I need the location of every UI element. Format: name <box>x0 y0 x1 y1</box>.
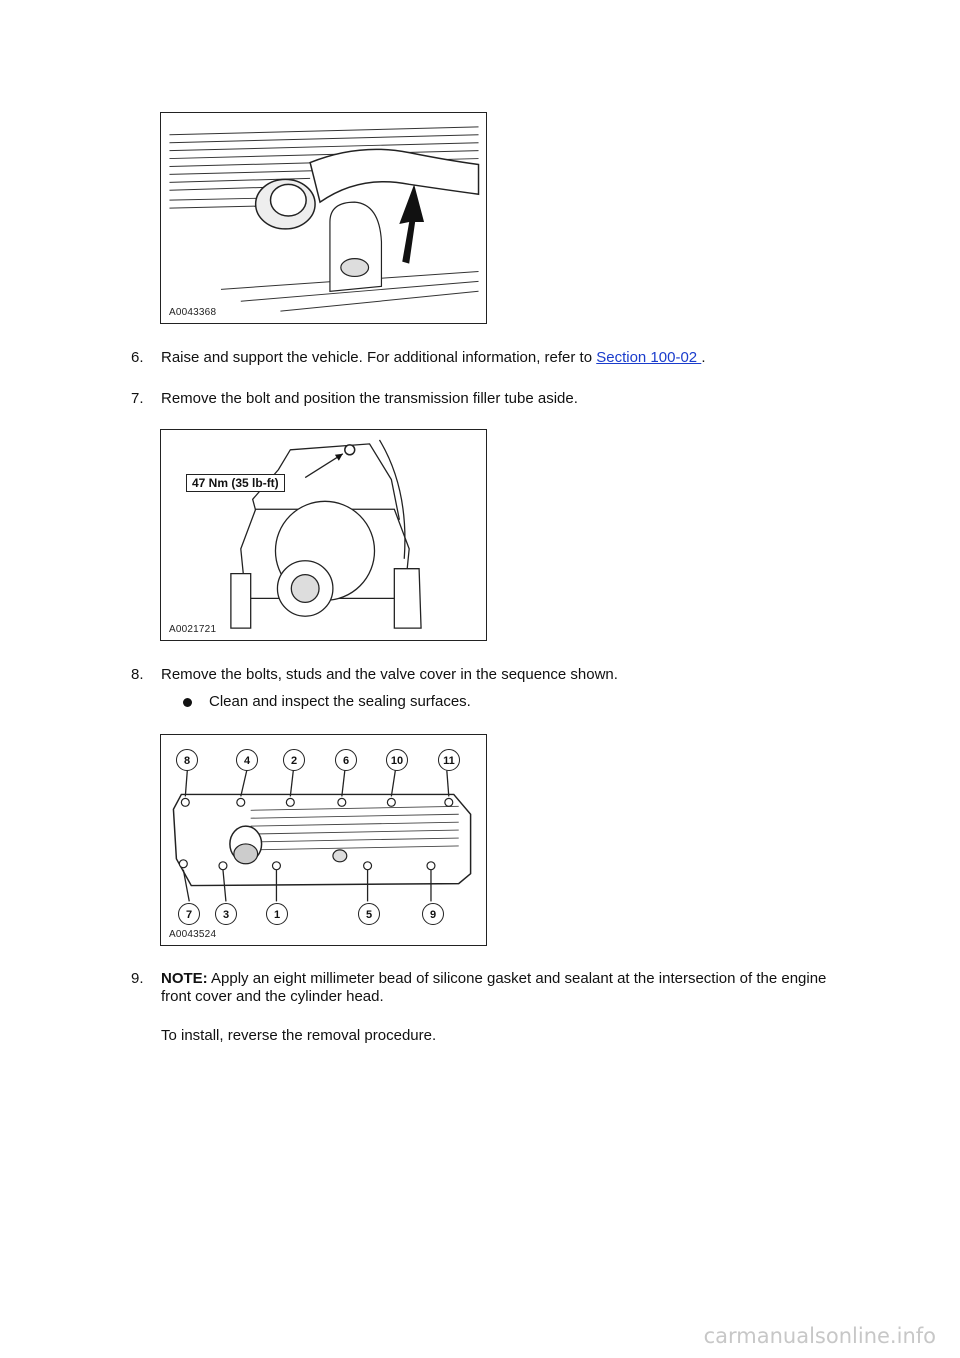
section-link[interactable]: Section 100-02 <box>596 349 702 366</box>
filler-tube-illustration <box>161 113 486 323</box>
step-number: 8. <box>131 666 144 683</box>
followup-text: To install, reverse the removal procedure. <box>161 1027 437 1044</box>
figure-id: A0043524 <box>169 929 217 940</box>
figure-transmission <box>160 429 487 641</box>
step-text: Remove the bolt and position the transmission filler tube aside. <box>161 390 578 407</box>
transmission-illustration <box>161 430 486 640</box>
figure-valve-cover <box>160 734 487 946</box>
torque-label: 47 Nm (35 lb-ft) <box>186 474 285 492</box>
step-text: Remove the bolts, studs and the valve cover in the sequence shown. <box>161 666 618 683</box>
watermark: carmanualsonline.info <box>703 1324 936 1348</box>
step-text: NOTE: Apply an eight millimeter bead of silicone gasket and sealant at the intersection of the engine front cover and the cylinder head. <box>161 970 827 1005</box>
figure-id: A0021721 <box>169 624 217 635</box>
callout-6: 6 <box>335 749 357 771</box>
step-number: 7. <box>131 390 144 407</box>
callout-3: 3 <box>215 903 237 925</box>
callout-7: 7 <box>178 903 200 925</box>
callout-9: 9 <box>422 903 444 925</box>
figure-filler-tube <box>160 112 487 324</box>
callout-5: 5 <box>358 903 380 925</box>
step-number: 9. <box>131 970 144 987</box>
step-number: 6. <box>131 349 144 366</box>
callout-4: 4 <box>236 749 258 771</box>
callout-1: 1 <box>266 903 288 925</box>
callout-8: 8 <box>176 749 198 771</box>
figure-id: A0043368 <box>169 307 217 318</box>
note-label: NOTE: <box>161 970 208 987</box>
callout-10: 10 <box>386 749 408 771</box>
step-text: Raise and support the vehicle. For additional information, refer to Section 100-02 . <box>161 349 706 366</box>
bullet-dot-icon <box>183 698 192 707</box>
callout-2: 2 <box>283 749 305 771</box>
bullet-text: Clean and inspect the sealing surfaces. <box>209 693 471 710</box>
callout-11: 11 <box>438 749 460 771</box>
